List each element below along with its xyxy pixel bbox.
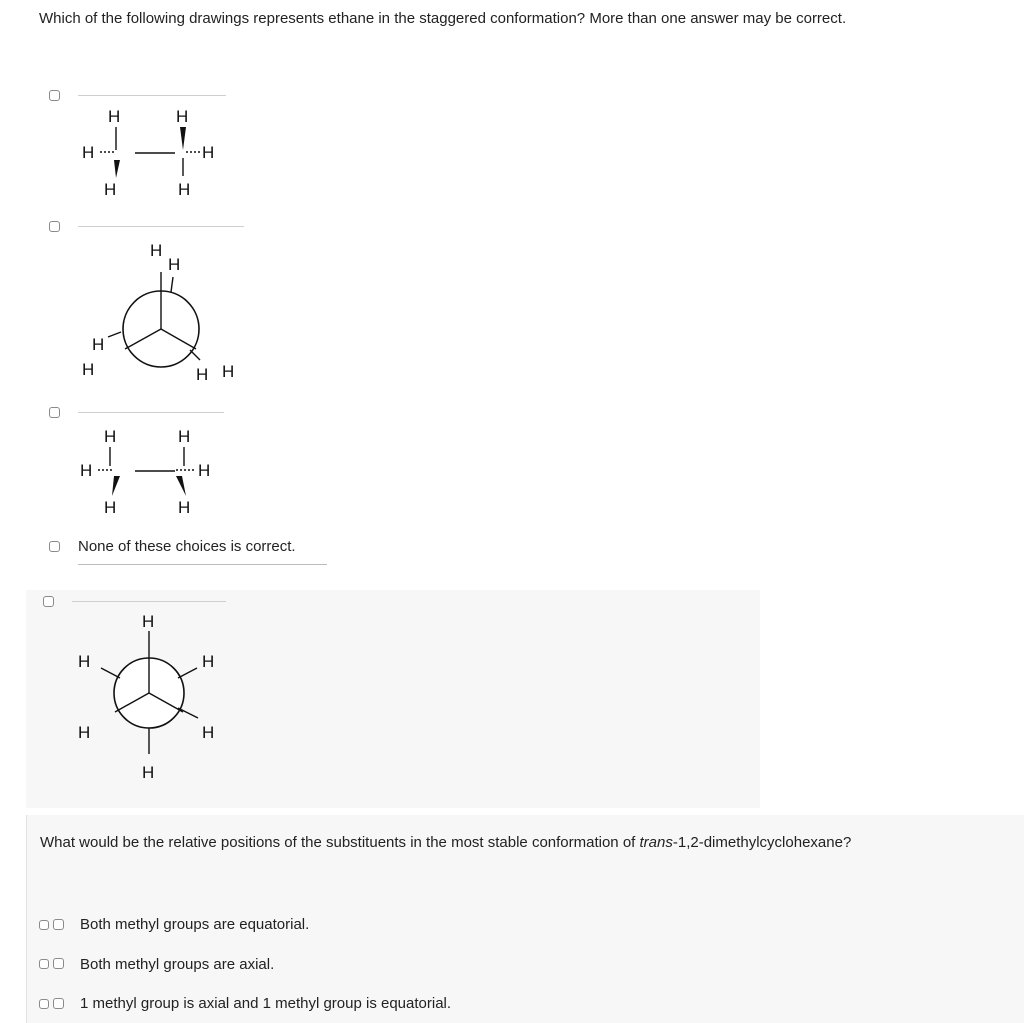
atom-h: H [202, 652, 215, 671]
atom-h: H [104, 498, 117, 517]
option-c-sawhorse-structure[interactable] [70, 420, 240, 520]
question-2-prompt: What would be the relative positions of the substituents in the most stable conformation of trans-1,2-dimethylcyclohexane? [40, 834, 852, 851]
atom-h: H [92, 335, 105, 354]
atom-h: H [202, 143, 215, 162]
option-e-checkbox[interactable] [43, 596, 54, 607]
option-a-divider [78, 95, 226, 96]
atom-h: H [104, 180, 117, 199]
atom-h: H [202, 723, 215, 742]
atom-h: H [78, 652, 91, 671]
option-a-sawhorse-structure[interactable] [70, 100, 240, 200]
question-2-border [26, 815, 27, 1023]
atom-h: H [168, 255, 181, 274]
option-c-divider [78, 412, 224, 413]
atom-h: H [78, 723, 91, 742]
atom-h: H [104, 427, 117, 446]
atom-h: H [178, 498, 191, 517]
option-c-checkbox[interactable] [49, 407, 60, 418]
option-d-divider [78, 564, 327, 565]
q2-margin-checkbox-1[interactable] [39, 920, 49, 930]
atom-h: H [142, 763, 155, 782]
option-d-checkbox[interactable] [49, 541, 60, 552]
option-a-checkbox[interactable] [49, 90, 60, 101]
atom-h: H [82, 143, 95, 162]
atom-h: H [176, 107, 189, 126]
atom-h: H [196, 365, 209, 384]
q2-option-1-checkbox[interactable] [53, 919, 64, 930]
question-1-prompt: Which of the following drawings represents ethane in the staggered conformation? More than one answer may be correct. [39, 10, 847, 27]
option-b-divider [78, 226, 244, 227]
atom-h: H [82, 360, 95, 379]
option-e-divider [72, 601, 226, 602]
q2-option-2-label[interactable]: Both methyl groups are axial. [80, 956, 275, 973]
atom-h: H [150, 241, 163, 260]
atom-h: H [178, 427, 191, 446]
q2-option-1-label[interactable]: Both methyl groups are equatorial. [80, 916, 310, 933]
atom-h: H [80, 461, 93, 480]
option-d-label[interactable]: None of these choices is correct. [78, 538, 296, 555]
trans-prefix: trans [639, 834, 673, 851]
q2-option-2-checkbox[interactable] [53, 958, 64, 969]
option-b-newman-structure[interactable] [70, 232, 250, 392]
q2-margin-checkbox-2[interactable] [39, 959, 49, 969]
atom-h: H [178, 180, 191, 199]
q2-margin-checkbox-3[interactable] [39, 999, 49, 1009]
atom-h: H [142, 612, 155, 631]
atom-h: H [108, 107, 121, 126]
q2-option-3-label[interactable]: 1 methyl group is axial and 1 methyl group is equatorial. [80, 995, 452, 1012]
atom-h: H [222, 362, 235, 381]
option-b-checkbox[interactable] [49, 221, 60, 232]
option-e-newman-structure[interactable] [70, 606, 240, 786]
atom-h: H [198, 461, 211, 480]
q2-option-3-checkbox[interactable] [53, 998, 64, 1009]
